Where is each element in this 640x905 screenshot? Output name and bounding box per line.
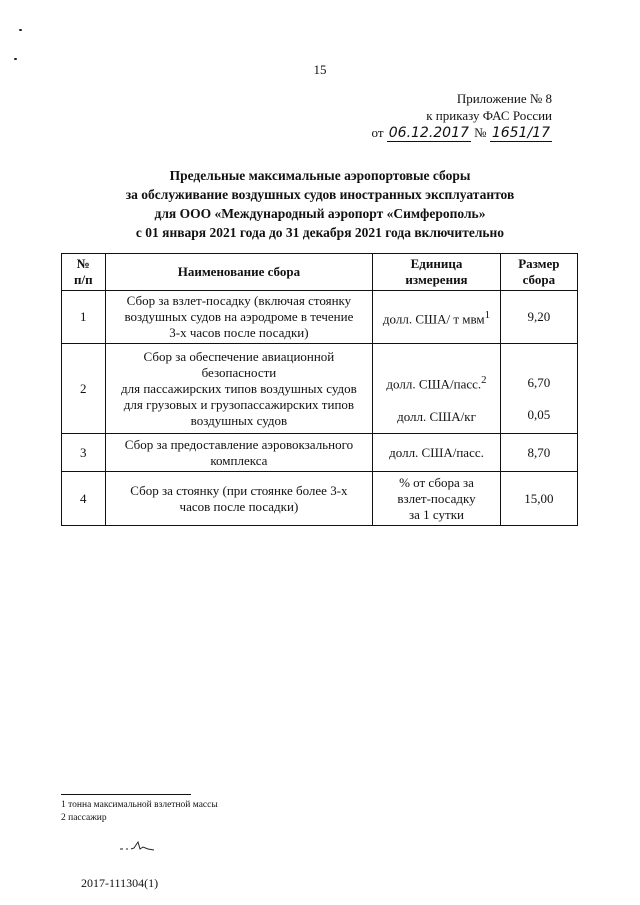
row-unit-line: за 1 сутки bbox=[409, 506, 464, 522]
row-unit bbox=[373, 291, 500, 344]
row-unit: долл. США/пасс. bbox=[373, 434, 500, 472]
header-unit bbox=[373, 254, 500, 291]
table-row bbox=[62, 344, 578, 434]
table-row bbox=[62, 291, 578, 344]
initials-scribble bbox=[118, 838, 158, 854]
row-unit-text: долл. США/пасс. bbox=[386, 376, 482, 392]
footnote-1: 1 тонна максимальной взлетной массы bbox=[61, 800, 218, 810]
row-name-line: для пассажирских типов воздушных судов bbox=[121, 380, 357, 396]
header-num bbox=[62, 254, 106, 291]
row-size-value: 6,70 bbox=[527, 374, 551, 390]
row-size: 15,00 bbox=[500, 472, 577, 526]
document-title bbox=[0, 166, 640, 242]
scan-speck bbox=[19, 29, 22, 31]
row-name-line: Сбор за стоянку (при стоянке более 3-х bbox=[130, 482, 348, 498]
row-unit-text: долл. США/кг bbox=[397, 408, 476, 424]
row-name bbox=[105, 344, 373, 434]
row-name-line: безопасности bbox=[201, 364, 277, 380]
row-unit bbox=[373, 472, 500, 526]
row-name-line: Сбор за предоставление аэровокзального bbox=[124, 436, 354, 452]
row-size: 9,20 bbox=[500, 291, 577, 344]
scan-speck bbox=[14, 58, 17, 60]
table-header-row bbox=[62, 254, 578, 291]
row-unit-text: долл. США/ т мвм bbox=[382, 311, 485, 327]
row-name-line: Сбор за взлет-посадку (включая стоянку bbox=[126, 293, 352, 308]
header-name: Наименование сбора bbox=[105, 254, 373, 291]
header-unit-line2: измерения bbox=[405, 272, 468, 287]
annex-header bbox=[371, 90, 552, 142]
row-unit-line: взлет-посадку bbox=[397, 490, 476, 506]
footnote-2: 2 пассажир bbox=[61, 813, 107, 823]
table-row bbox=[62, 434, 578, 472]
number-label: № bbox=[474, 125, 487, 140]
row-name-line: Сбор за обеспечение авиационной bbox=[143, 348, 335, 364]
row-name bbox=[105, 434, 373, 472]
row-name-line: воздушных судов на аэродроме в течение bbox=[124, 309, 354, 324]
title-line2: за обслуживание воздушных судов иностранных эксплуатантов bbox=[125, 187, 515, 202]
order-date: 06.12.2017 bbox=[388, 125, 469, 141]
row-name-line: комплекса bbox=[210, 452, 268, 468]
page-number: 15 bbox=[313, 62, 327, 77]
footnote-ref: 2 bbox=[481, 374, 487, 387]
row-name-line: для грузовых и грузопассажирских типов bbox=[123, 396, 355, 412]
fees-table bbox=[61, 253, 578, 526]
title-line3: для ООО «Международный аэропорт «Симферополь» bbox=[154, 206, 486, 221]
row-size: 8,70 bbox=[500, 434, 577, 472]
header-num-line2: п/п bbox=[73, 272, 93, 287]
header-size bbox=[500, 254, 577, 291]
header-size-line2: сбора bbox=[522, 272, 556, 287]
title-line1: Предельные максимальные аэропортовые сборы bbox=[169, 168, 471, 183]
row-unit-line: % от сбора за bbox=[399, 474, 474, 490]
row-size bbox=[500, 344, 577, 434]
footnote-ref: 1 bbox=[484, 308, 491, 321]
order-number: 1651/17 bbox=[491, 125, 550, 141]
row-unit bbox=[373, 344, 500, 434]
title-line4: с 01 января 2021 года до 31 декабря 2021 года включительно bbox=[135, 225, 505, 240]
row-name bbox=[105, 291, 373, 344]
row-num: 4 bbox=[62, 472, 106, 526]
row-num: 2 bbox=[62, 344, 106, 434]
annex-date-line bbox=[371, 124, 552, 142]
annex-line2: к приказу ФАС России bbox=[426, 108, 552, 123]
row-name-line: воздушных судов bbox=[190, 412, 288, 428]
header-num-line1: № bbox=[76, 256, 90, 271]
footnote-separator bbox=[61, 794, 191, 795]
header-size-line1: Размер bbox=[518, 256, 560, 271]
header-unit-line1: Единица bbox=[410, 256, 463, 271]
row-name-line: часов после посадки) bbox=[179, 498, 299, 514]
row-name bbox=[105, 472, 373, 526]
footnotes bbox=[61, 799, 218, 825]
row-num: 1 bbox=[62, 291, 106, 344]
from-label: от bbox=[371, 125, 384, 140]
table-row bbox=[62, 472, 578, 526]
annex-line1: Приложение № 8 bbox=[456, 91, 552, 106]
row-num: 3 bbox=[62, 434, 106, 472]
row-size-value: 0,05 bbox=[527, 406, 551, 422]
row-name-line: 3-х часов после посадки) bbox=[169, 325, 309, 340]
document-number: 2017-111304(1) bbox=[81, 876, 159, 890]
